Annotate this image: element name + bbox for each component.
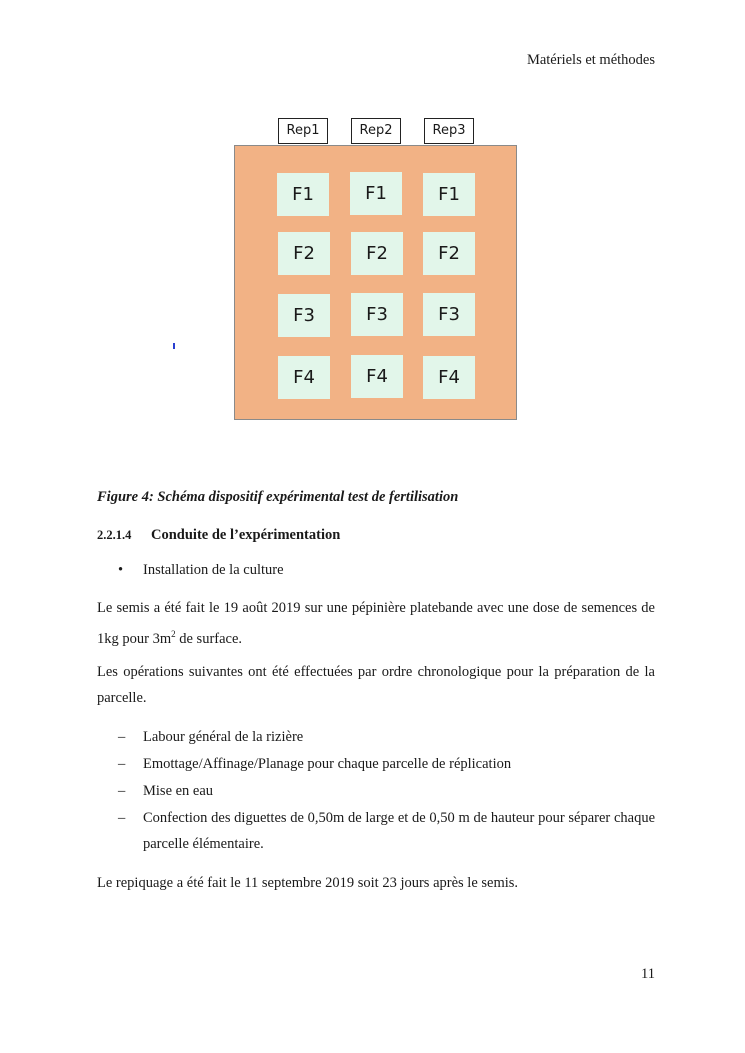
plot-f4-rep2: F4 [351, 355, 403, 398]
plot-f4-rep1: F4 [278, 356, 330, 399]
paragraph-repiquage: Le repiquage a été fait le 11 septembre 2019 soit 23 jours après le semis. [97, 875, 519, 891]
list-item [118, 778, 655, 804]
dash-marker: – [118, 783, 126, 799]
list-item-text: Confection des diguettes de 0,50m de large et de 0,50 m de hauteur pour séparer chaque parcelle élémentaire. [143, 810, 655, 852]
dash-marker: – [118, 810, 126, 826]
paragraph-semis [97, 595, 655, 652]
list-item-text: Mise en eau [143, 783, 214, 799]
paragraph-semis-text: Le semis a été fait le 19 août 2019 sur une pépinière platebande avec une dose de semences de 1kg pour 3m [97, 600, 655, 647]
rep-label-1: Rep1 [278, 118, 328, 144]
list-item-text: Emottage/Affinage/Planage pour chaque parcelle de réplication [143, 756, 512, 772]
plot-f1-rep3: F1 [423, 173, 475, 216]
bullet-text: Installation de la culture [143, 562, 284, 578]
rep-label-3: Rep3 [424, 118, 474, 144]
bullet-item [118, 562, 284, 579]
section-number: 2.2.1.4 [97, 528, 132, 542]
figure-caption: Figure 4: Schéma dispositif expérimental test de fertilisation [97, 489, 459, 505]
plot-f1-rep1: F1 [277, 173, 329, 216]
rep-label-2: Rep2 [351, 118, 401, 144]
dash-marker: – [118, 756, 126, 772]
section-title: Conduite de l’expérimentation [151, 527, 341, 543]
running-header: Matériels et méthodes [526, 52, 655, 68]
plot-f2-rep1: F2 [278, 232, 330, 275]
list-item [118, 751, 655, 777]
paragraph-semis-tail: de surface. [175, 630, 243, 647]
superscript: 2 [171, 629, 176, 639]
bullet-icon: • [118, 562, 124, 578]
dash-marker: – [118, 729, 126, 745]
plot-f3-rep3: F3 [423, 293, 475, 336]
section-heading [97, 527, 340, 544]
plot-f3-rep1: F3 [278, 294, 330, 337]
plot-f2-rep3: F2 [423, 232, 475, 275]
list-item [118, 724, 655, 750]
plot-f3-rep2: F3 [351, 293, 403, 336]
list-item-text: Labour général de la rizière [143, 729, 304, 745]
paragraph-operations: Les opérations suivantes ont été effectuées par ordre chronologique pour la préparation de la parcelle. [97, 664, 655, 706]
plot-f1-rep2: F1 [350, 172, 402, 215]
plot-f2-rep2: F2 [351, 232, 403, 275]
stray-mark [173, 343, 175, 349]
page-number: 11 [641, 966, 655, 982]
experimental-layout-diagram [0, 0, 745, 440]
plot-f4-rep3: F4 [423, 356, 475, 399]
list-item [118, 805, 655, 857]
